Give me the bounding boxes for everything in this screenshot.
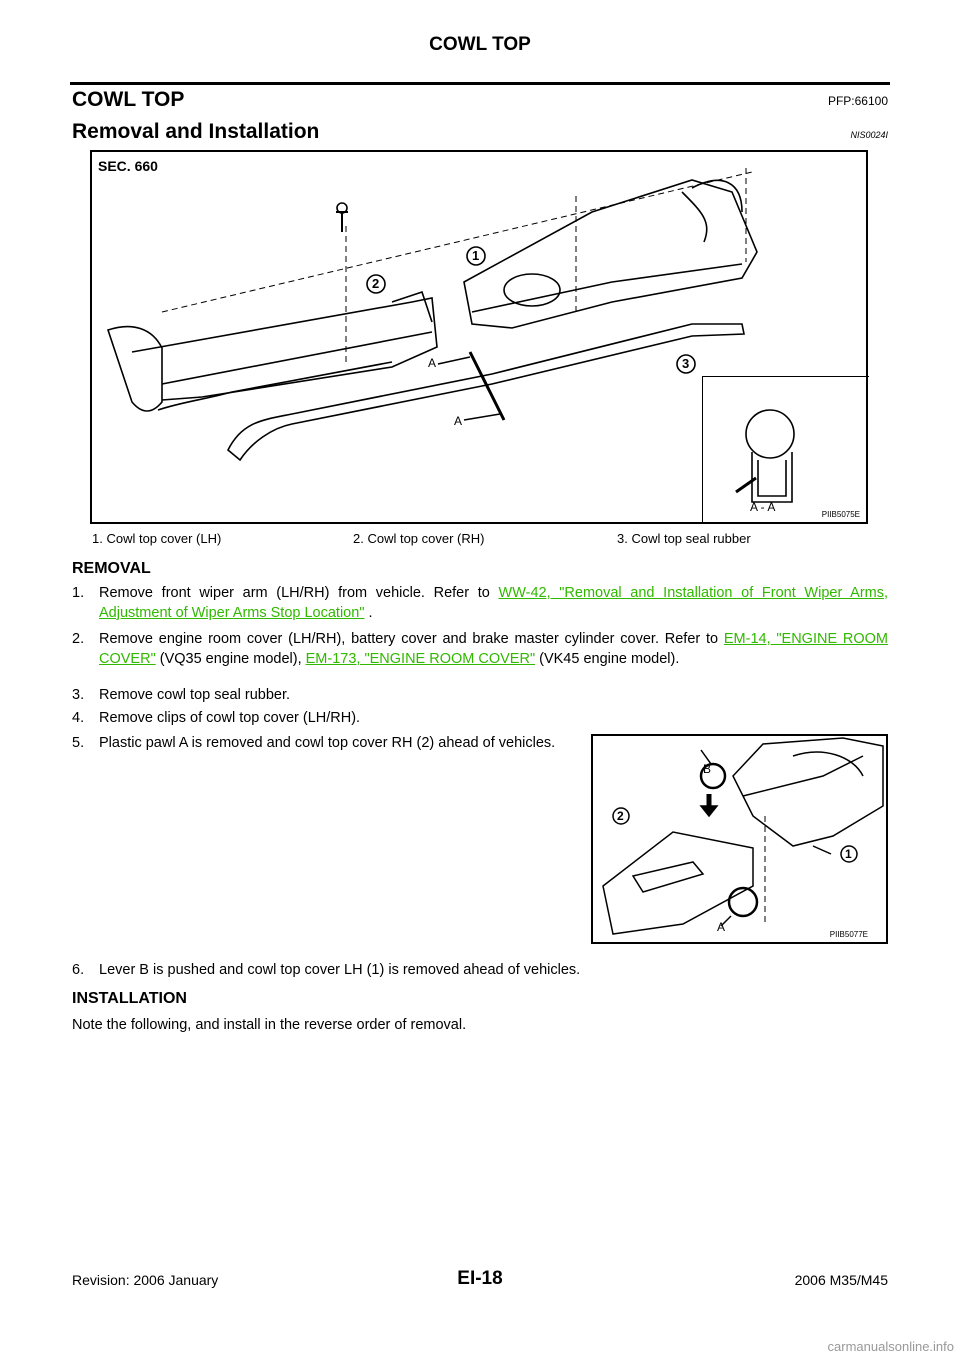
legend-item-1: 1. Cowl top cover (LH) [92,531,222,546]
callout-3: 3 [682,356,690,371]
removal-step-5: 5. Plastic pawl A is removed and cowl top cover RH (2) ahead of vehicles. [72,735,556,751]
callout-2: 2 [372,276,380,291]
removal-step-3: 3. Remove cowl top seal rubber. [72,687,291,703]
figure2-code: PIIB5077E [829,930,868,939]
footer-page-number: EI-18 [457,1268,503,1289]
inset-label: A - A [750,500,776,514]
nis-code: NIS0024I [850,130,888,140]
header-rule [70,82,890,85]
label-b: B [703,762,712,776]
section-title: COWL TOP [72,88,185,111]
section-mark-a-bottom: A [454,414,463,428]
legend-item-2: 2. Cowl top cover (RH) [353,531,485,546]
footer-model: 2006 M35/M45 [794,1272,888,1288]
seal-rubber [228,324,744,460]
label-2: 2 [617,809,624,823]
left-end-cap [108,327,162,411]
pawl-lever-drawing [593,736,886,942]
label-a: A [717,920,726,934]
exploded-view-figure [90,150,868,524]
label-1: 1 [845,847,852,861]
removal-step-6: 6. Lever B is pushed and cowl top cover LH (1) is removed ahead of vehicles. [72,962,581,978]
section-inset [702,376,869,523]
footer-revision: Revision: 2006 January [72,1272,219,1288]
cover-vent-circle [504,274,560,306]
link-em-173[interactable]: EM-173, "ENGINE ROOM COVER" [305,651,536,667]
running-title: COWL TOP [429,34,531,55]
cowl-cover-lh-body [464,180,757,328]
subsection-title: Removal and Installation [72,120,320,143]
link-em-14[interactable]: EM-14, "ENGINE ROOM COVER" [99,631,888,667]
removal-step-2: 2. Remove engine room cover (LH/RH), battery cover and brake master cylinder cover. Refer to EM-14, "ENGINE ROOM COVER" (VQ35 engine model), EM-173, "ENGINE ROOM COVER" (VK45 engine model). [72,631,888,667]
installation-heading: INSTALLATION [72,990,187,1007]
removal-heading: REMOVAL [72,560,151,577]
removal-step-4: 4. Remove clips of cowl top cover (LH/RH). [72,710,361,726]
pawl-lever-figure [591,734,888,944]
pfp-code: PFP:66100 [827,94,888,108]
watermark: carmanualsonline.info [827,1339,954,1354]
removal-step-1: 1. Remove front wiper arm (LH/RH) from vehicle. Refer to WW-42, "Removal and Installation of Front Wiper Arms, Adjustment of Wiper Arms Stop Location" . [72,585,889,621]
legend-item-3: 3. Cowl top seal rubber [617,531,751,546]
callout-1: 1 [472,248,480,263]
link-ww-42[interactable]: WW-42, "Removal and Installation of Front Wiper Arms, Adjustment of Wiper Arms Stop Location" [99,585,889,621]
sec-label: SEC. 660 [98,158,158,174]
installation-text: Note the following, and install in the reverse order of removal. [72,1017,467,1033]
figure1-code: PIIB5075E [821,510,860,519]
section-mark-a-top: A [428,356,437,370]
cowl-cover-rh-body [132,298,437,400]
